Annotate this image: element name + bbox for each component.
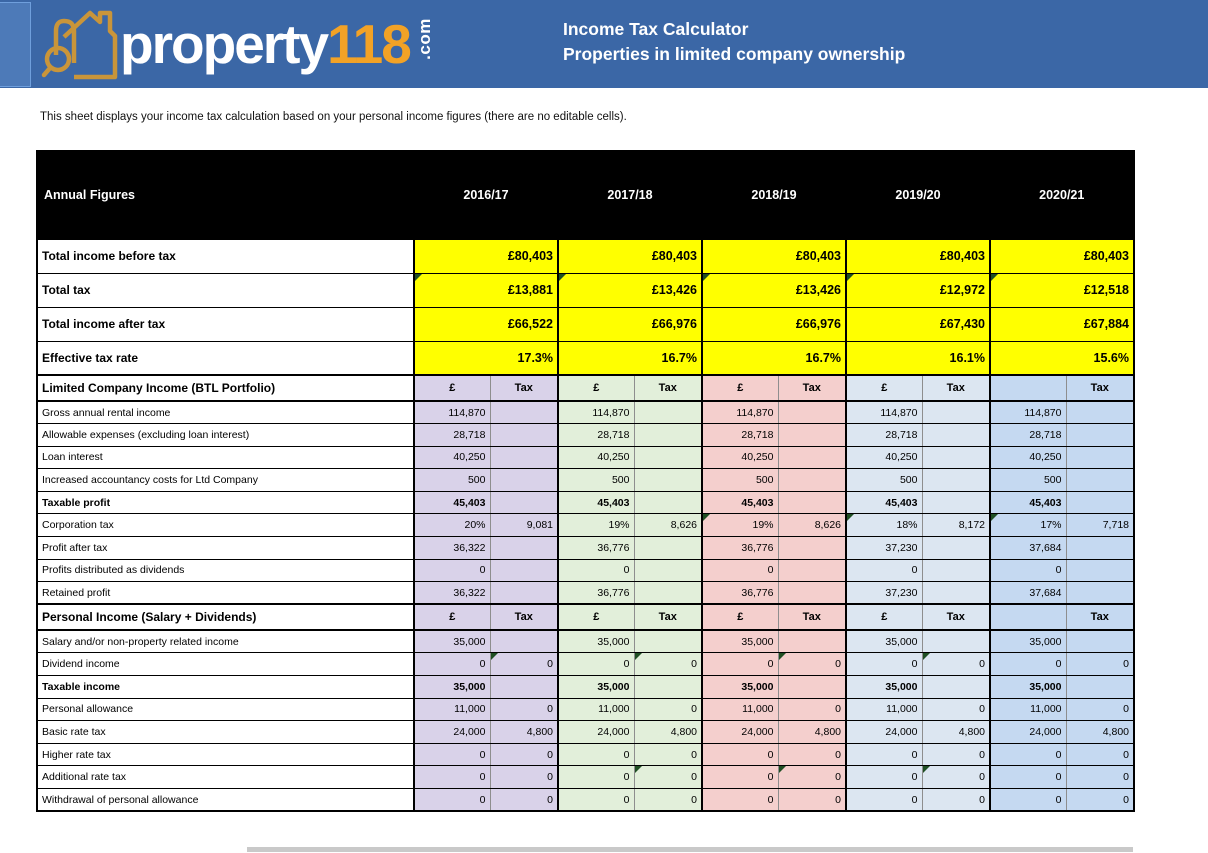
data-row bbox=[37, 766, 1134, 789]
data-row bbox=[37, 401, 1134, 424]
tax-value-cell[interactable] bbox=[634, 630, 702, 653]
year-header-2016-17[interactable]: 2016/17 bbox=[414, 151, 558, 239]
tax-value-cell[interactable] bbox=[490, 491, 558, 514]
sheet-title-line2: Properties in limited company ownership bbox=[563, 44, 906, 65]
comment-marker-icon bbox=[635, 766, 642, 773]
tax-value-cell[interactable] bbox=[922, 446, 990, 469]
summary-value-cell[interactable]: £66,522 bbox=[414, 307, 558, 341]
sheet-description: This sheet displays your income tax calculation based on your personal income figures (there are no editable cells). bbox=[40, 111, 627, 123]
tax-value-cell[interactable] bbox=[1066, 559, 1134, 582]
annual-figures-label[interactable]: Annual Figures bbox=[37, 151, 414, 239]
subheader-tax-cell[interactable]: Tax bbox=[1066, 604, 1134, 630]
value-cell[interactable]: 19% bbox=[558, 514, 634, 537]
value-cell[interactable]: 18% bbox=[846, 514, 922, 537]
value-cell[interactable]: 28,718 bbox=[990, 424, 1066, 447]
value-cell[interactable]: 40,250 bbox=[990, 446, 1066, 469]
tax-value-cell[interactable]: 8,626 bbox=[634, 514, 702, 537]
tax-value-cell[interactable] bbox=[778, 559, 846, 582]
tax-value-cell[interactable] bbox=[1066, 582, 1134, 605]
data-row bbox=[37, 446, 1134, 469]
data-row bbox=[37, 491, 1134, 514]
value-cell[interactable]: 28,718 bbox=[702, 424, 778, 447]
tax-value-cell[interactable]: 0 bbox=[778, 653, 846, 676]
tax-value-cell[interactable] bbox=[922, 676, 990, 699]
row-label[interactable]: Taxable profit bbox=[37, 491, 414, 514]
data-row bbox=[37, 676, 1134, 699]
subheader-pound-cell[interactable] bbox=[990, 375, 1066, 401]
subheader-pound-cell[interactable]: £ bbox=[414, 375, 490, 401]
tax-value-cell[interactable] bbox=[634, 401, 702, 424]
tax-value-cell[interactable]: 0 bbox=[490, 653, 558, 676]
tax-value-cell[interactable]: 4,800 bbox=[490, 721, 558, 744]
tax-value-cell[interactable] bbox=[922, 491, 990, 514]
value-cell[interactable]: 0 bbox=[702, 743, 778, 766]
value-cell[interactable]: 37,684 bbox=[990, 537, 1066, 560]
data-row bbox=[37, 559, 1134, 582]
logo-word-property: property bbox=[120, 12, 328, 75]
tax-value-cell[interactable] bbox=[778, 401, 846, 424]
value-cell[interactable]: 40,250 bbox=[846, 446, 922, 469]
value-cell[interactable]: 35,000 bbox=[702, 676, 778, 699]
tax-value-cell[interactable] bbox=[922, 582, 990, 605]
tax-value-cell[interactable]: 0 bbox=[1066, 789, 1134, 812]
tax-value-cell[interactable] bbox=[490, 676, 558, 699]
comment-marker-icon bbox=[779, 653, 786, 660]
data-row bbox=[37, 514, 1134, 537]
row-label[interactable]: Profit after tax bbox=[37, 537, 414, 560]
tax-value-cell[interactable]: 0 bbox=[634, 789, 702, 812]
section-header-row bbox=[37, 604, 1134, 630]
value-cell[interactable]: 24,000 bbox=[558, 721, 634, 744]
tax-value-cell[interactable] bbox=[634, 446, 702, 469]
subheader-pound-cell[interactable]: £ bbox=[558, 604, 634, 630]
tax-value-cell[interactable] bbox=[490, 469, 558, 492]
row-label[interactable]: Personal allowance bbox=[37, 698, 414, 721]
tax-value-cell[interactable] bbox=[634, 559, 702, 582]
subheader-tax-cell[interactable]: Tax bbox=[634, 375, 702, 401]
value-cell[interactable]: 11,000 bbox=[846, 698, 922, 721]
tax-value-cell[interactable]: 0 bbox=[490, 698, 558, 721]
subheader-tax-cell[interactable]: Tax bbox=[922, 375, 990, 401]
value-cell[interactable]: 37,230 bbox=[846, 537, 922, 560]
row-label[interactable]: Salary and/or non-property related income bbox=[37, 630, 414, 653]
subheader-pound-cell[interactable]: £ bbox=[702, 604, 778, 630]
tax-value-cell[interactable] bbox=[1066, 424, 1134, 447]
summary-value-cell[interactable]: £12,972 bbox=[846, 273, 990, 307]
summary-row bbox=[37, 239, 1134, 273]
value-cell[interactable]: 45,403 bbox=[846, 491, 922, 514]
value-cell[interactable]: 0 bbox=[846, 766, 922, 789]
value-cell[interactable]: 40,250 bbox=[558, 446, 634, 469]
summary-value-cell[interactable]: 16.7% bbox=[702, 341, 846, 375]
value-cell[interactable]: 17% bbox=[990, 514, 1066, 537]
summary-value-cell[interactable]: £80,403 bbox=[846, 239, 990, 273]
comment-marker-icon bbox=[847, 274, 854, 281]
summary-value-cell[interactable]: 16.7% bbox=[558, 341, 702, 375]
summary-value-cell[interactable]: £80,403 bbox=[414, 239, 558, 273]
tax-value-cell[interactable] bbox=[922, 537, 990, 560]
tax-value-cell[interactable] bbox=[1066, 446, 1134, 469]
comment-marker-icon bbox=[559, 274, 566, 281]
tax-value-cell[interactable]: 0 bbox=[1066, 698, 1134, 721]
year-header-2017-18[interactable]: 2017/18 bbox=[558, 151, 702, 239]
tax-value-cell[interactable]: 8,172 bbox=[922, 514, 990, 537]
summary-value-cell[interactable]: £67,430 bbox=[846, 307, 990, 341]
tax-value-cell[interactable] bbox=[1066, 630, 1134, 653]
value-cell[interactable]: 114,870 bbox=[846, 401, 922, 424]
value-cell[interactable]: 0 bbox=[558, 653, 634, 676]
value-cell[interactable]: 500 bbox=[702, 469, 778, 492]
sheet-table bbox=[36, 150, 1135, 812]
value-cell[interactable]: 0 bbox=[846, 559, 922, 582]
value-cell[interactable]: 35,000 bbox=[846, 630, 922, 653]
summary-value-cell[interactable]: 16.1% bbox=[846, 341, 990, 375]
row-label[interactable]: Retained profit bbox=[37, 582, 414, 605]
summary-row bbox=[37, 273, 1134, 307]
value-cell[interactable]: 0 bbox=[990, 743, 1066, 766]
tax-value-cell[interactable] bbox=[490, 537, 558, 560]
tax-value-cell[interactable] bbox=[490, 582, 558, 605]
subheader-tax-cell[interactable]: Tax bbox=[922, 604, 990, 630]
tax-value-cell[interactable]: 7,718 bbox=[1066, 514, 1134, 537]
value-cell[interactable]: 35,000 bbox=[414, 630, 490, 653]
value-cell[interactable]: 36,776 bbox=[558, 582, 634, 605]
row-label[interactable]: Taxable income bbox=[37, 676, 414, 699]
tax-value-cell[interactable] bbox=[922, 559, 990, 582]
summary-row bbox=[37, 341, 1134, 375]
row-label[interactable]: Allowable expenses (excluding loan interest) bbox=[37, 424, 414, 447]
summary-value-cell[interactable]: £13,426 bbox=[702, 273, 846, 307]
comment-marker-icon bbox=[415, 274, 422, 281]
subheader-tax-cell[interactable]: Tax bbox=[634, 604, 702, 630]
tax-value-cell[interactable]: 0 bbox=[634, 653, 702, 676]
tax-value-cell[interactable]: 0 bbox=[778, 743, 846, 766]
tax-value-cell[interactable] bbox=[922, 401, 990, 424]
value-cell[interactable]: 114,870 bbox=[990, 401, 1066, 424]
value-cell[interactable]: 19% bbox=[702, 514, 778, 537]
tax-value-cell[interactable]: 0 bbox=[922, 698, 990, 721]
summary-value-cell[interactable]: £67,884 bbox=[990, 307, 1134, 341]
comment-marker-icon bbox=[923, 766, 930, 773]
tax-value-cell[interactable]: 0 bbox=[922, 789, 990, 812]
tax-value-cell[interactable]: 0 bbox=[778, 789, 846, 812]
value-cell[interactable]: 500 bbox=[558, 469, 634, 492]
tax-value-cell[interactable] bbox=[634, 491, 702, 514]
value-cell[interactable]: 114,870 bbox=[558, 401, 634, 424]
value-cell[interactable]: 35,000 bbox=[702, 630, 778, 653]
value-cell[interactable]: 0 bbox=[414, 743, 490, 766]
row-label[interactable]: Additional rate tax bbox=[37, 766, 414, 789]
tax-value-cell[interactable] bbox=[490, 401, 558, 424]
tax-value-cell[interactable] bbox=[778, 582, 846, 605]
year-header-2019-20[interactable]: 2019/20 bbox=[846, 151, 990, 239]
tax-value-cell[interactable] bbox=[490, 424, 558, 447]
summary-value-cell[interactable]: £13,881 bbox=[414, 273, 558, 307]
tax-value-cell[interactable]: 9,081 bbox=[490, 514, 558, 537]
summary-row bbox=[37, 307, 1134, 341]
tax-value-cell[interactable]: 0 bbox=[490, 743, 558, 766]
value-cell[interactable]: 11,000 bbox=[990, 698, 1066, 721]
tax-value-cell[interactable] bbox=[778, 446, 846, 469]
tax-value-cell[interactable] bbox=[634, 424, 702, 447]
subheader-tax-cell[interactable]: Tax bbox=[490, 375, 558, 401]
comment-marker-icon bbox=[923, 653, 930, 660]
value-cell[interactable]: 0 bbox=[846, 743, 922, 766]
summary-value-cell[interactable]: £80,403 bbox=[702, 239, 846, 273]
value-cell[interactable]: 0 bbox=[990, 559, 1066, 582]
value-cell[interactable]: 0 bbox=[558, 789, 634, 812]
value-cell[interactable]: 0 bbox=[414, 559, 490, 582]
value-cell[interactable]: 45,403 bbox=[990, 491, 1066, 514]
value-cell[interactable]: 28,718 bbox=[846, 424, 922, 447]
value-cell[interactable]: 0 bbox=[702, 789, 778, 812]
row-label[interactable]: Gross annual rental income bbox=[37, 401, 414, 424]
value-cell[interactable]: 24,000 bbox=[990, 721, 1066, 744]
summary-value-cell[interactable]: £13,426 bbox=[558, 273, 702, 307]
house-magnifier-icon bbox=[34, 3, 118, 86]
tax-value-cell[interactable]: 0 bbox=[634, 743, 702, 766]
value-cell[interactable]: 45,403 bbox=[702, 491, 778, 514]
comment-marker-icon bbox=[635, 653, 642, 660]
tax-value-cell[interactable] bbox=[1066, 469, 1134, 492]
value-cell[interactable]: 500 bbox=[990, 469, 1066, 492]
tax-value-cell[interactable]: 0 bbox=[1066, 653, 1134, 676]
value-cell[interactable]: 37,684 bbox=[990, 582, 1066, 605]
comment-marker-icon bbox=[847, 514, 854, 521]
data-row bbox=[37, 721, 1134, 744]
value-cell[interactable]: 36,776 bbox=[702, 582, 778, 605]
tax-value-cell[interactable]: 8,626 bbox=[778, 514, 846, 537]
row-label[interactable]: Corporation tax bbox=[37, 514, 414, 537]
row-label[interactable]: Loan interest bbox=[37, 446, 414, 469]
tax-value-cell[interactable] bbox=[490, 559, 558, 582]
table-header-row bbox=[37, 151, 1134, 239]
tax-value-cell[interactable] bbox=[1066, 676, 1134, 699]
value-cell[interactable]: 35,000 bbox=[558, 630, 634, 653]
tax-value-cell[interactable]: 4,800 bbox=[778, 721, 846, 744]
subheader-tax-cell[interactable]: Tax bbox=[778, 375, 846, 401]
value-cell[interactable]: 11,000 bbox=[702, 698, 778, 721]
value-cell[interactable]: 24,000 bbox=[414, 721, 490, 744]
value-cell[interactable]: 37,230 bbox=[846, 582, 922, 605]
row-label[interactable]: Profits distributed as dividends bbox=[37, 559, 414, 582]
value-cell[interactable]: 0 bbox=[558, 766, 634, 789]
subheader-pound-cell[interactable]: £ bbox=[846, 375, 922, 401]
value-cell[interactable]: 36,776 bbox=[558, 537, 634, 560]
subheader-tax-cell[interactable]: Tax bbox=[1066, 375, 1134, 401]
tax-value-cell[interactable]: 0 bbox=[634, 698, 702, 721]
value-cell[interactable]: 0 bbox=[702, 653, 778, 676]
comment-marker-icon bbox=[991, 514, 998, 521]
tax-value-cell[interactable]: 0 bbox=[634, 766, 702, 789]
value-cell[interactable]: 45,403 bbox=[558, 491, 634, 514]
data-row bbox=[37, 789, 1134, 812]
summary-row-label[interactable]: Effective tax rate bbox=[37, 341, 414, 375]
tax-value-cell[interactable] bbox=[634, 582, 702, 605]
subheader-pound-cell[interactable]: £ bbox=[414, 604, 490, 630]
tax-value-cell[interactable] bbox=[778, 537, 846, 560]
value-cell[interactable]: 0 bbox=[846, 789, 922, 812]
tax-value-cell[interactable]: 4,800 bbox=[922, 721, 990, 744]
value-cell[interactable]: 35,000 bbox=[846, 676, 922, 699]
value-cell[interactable]: 35,000 bbox=[990, 630, 1066, 653]
value-cell[interactable]: 40,250 bbox=[414, 446, 490, 469]
tax-value-cell[interactable] bbox=[1066, 537, 1134, 560]
comment-marker-icon bbox=[991, 274, 998, 281]
value-cell[interactable]: 0 bbox=[990, 766, 1066, 789]
comment-marker-icon bbox=[779, 766, 786, 773]
value-cell[interactable]: 500 bbox=[414, 469, 490, 492]
value-cell[interactable]: 0 bbox=[702, 766, 778, 789]
comment-marker-icon bbox=[491, 653, 498, 660]
value-cell[interactable]: 0 bbox=[990, 653, 1066, 676]
tax-value-cell[interactable]: 0 bbox=[778, 766, 846, 789]
tax-value-cell[interactable]: 0 bbox=[922, 743, 990, 766]
value-cell[interactable]: 0 bbox=[558, 743, 634, 766]
value-cell[interactable]: 0 bbox=[846, 653, 922, 676]
tax-value-cell[interactable]: 0 bbox=[922, 766, 990, 789]
summary-row-label[interactable]: Total income before tax bbox=[37, 239, 414, 273]
tax-value-cell[interactable] bbox=[634, 469, 702, 492]
tax-value-cell[interactable] bbox=[778, 469, 846, 492]
value-cell[interactable]: 28,718 bbox=[414, 424, 490, 447]
value-cell[interactable]: 35,000 bbox=[558, 676, 634, 699]
year-header-2018-19[interactable]: 2018/19 bbox=[702, 151, 846, 239]
data-row bbox=[37, 743, 1134, 766]
row-label[interactable]: Increased accountancy costs for Ltd Company bbox=[37, 469, 414, 492]
section-title[interactable]: Personal Income (Salary + Dividends) bbox=[37, 604, 414, 630]
sheet-title bbox=[563, 17, 905, 68]
summary-value-cell[interactable]: 17.3% bbox=[414, 341, 558, 375]
selected-cell-highlight bbox=[0, 2, 31, 87]
value-cell[interactable]: 35,000 bbox=[414, 676, 490, 699]
summary-value-cell[interactable]: £66,976 bbox=[702, 307, 846, 341]
data-row bbox=[37, 653, 1134, 676]
property118-logo bbox=[34, 4, 446, 84]
value-cell[interactable]: 24,000 bbox=[702, 721, 778, 744]
comment-marker-icon bbox=[703, 514, 710, 521]
tax-value-cell[interactable]: 4,800 bbox=[634, 721, 702, 744]
data-row bbox=[37, 698, 1134, 721]
data-row bbox=[37, 630, 1134, 653]
summary-value-cell[interactable]: £66,976 bbox=[558, 307, 702, 341]
tax-value-cell[interactable] bbox=[922, 469, 990, 492]
section-title[interactable]: Limited Company Income (BTL Portfolio) bbox=[37, 375, 414, 401]
subheader-pound-cell[interactable]: £ bbox=[846, 604, 922, 630]
tax-value-cell[interactable]: 0 bbox=[490, 789, 558, 812]
summary-value-cell[interactable]: £80,403 bbox=[558, 239, 702, 273]
value-cell[interactable]: 0 bbox=[702, 559, 778, 582]
section-header-row bbox=[37, 375, 1134, 401]
value-cell[interactable]: 0 bbox=[414, 766, 490, 789]
tax-value-cell[interactable] bbox=[778, 676, 846, 699]
row-label[interactable]: Basic rate tax bbox=[37, 721, 414, 744]
tax-value-cell[interactable] bbox=[778, 424, 846, 447]
tax-value-cell[interactable] bbox=[778, 630, 846, 653]
value-cell[interactable]: 114,870 bbox=[414, 401, 490, 424]
sheet-title-line1: Income Tax Calculator bbox=[563, 19, 749, 39]
row-label[interactable]: Higher rate tax bbox=[37, 743, 414, 766]
value-cell[interactable]: 20% bbox=[414, 514, 490, 537]
tax-value-cell[interactable] bbox=[1066, 401, 1134, 424]
tax-value-cell[interactable] bbox=[634, 676, 702, 699]
tax-value-cell[interactable]: 0 bbox=[490, 766, 558, 789]
data-row bbox=[37, 537, 1134, 560]
summary-value-cell[interactable]: 15.6% bbox=[990, 341, 1134, 375]
tax-value-cell[interactable] bbox=[490, 446, 558, 469]
value-cell[interactable]: 35,000 bbox=[990, 676, 1066, 699]
tax-value-cell[interactable] bbox=[1066, 491, 1134, 514]
tax-value-cell[interactable] bbox=[778, 491, 846, 514]
tax-value-cell[interactable]: 4,800 bbox=[1066, 721, 1134, 744]
value-cell[interactable]: 11,000 bbox=[558, 698, 634, 721]
value-cell[interactable]: 0 bbox=[558, 559, 634, 582]
data-row bbox=[37, 582, 1134, 605]
value-cell[interactable]: 500 bbox=[846, 469, 922, 492]
value-cell[interactable]: 36,322 bbox=[414, 537, 490, 560]
value-cell[interactable]: 36,322 bbox=[414, 582, 490, 605]
value-cell[interactable]: 24,000 bbox=[846, 721, 922, 744]
tax-value-cell[interactable] bbox=[922, 424, 990, 447]
row-label[interactable]: Dividend income bbox=[37, 653, 414, 676]
value-cell[interactable]: 40,250 bbox=[702, 446, 778, 469]
summary-value-cell[interactable]: £80,403 bbox=[990, 239, 1134, 273]
year-header-2020-21[interactable]: 2020/21 bbox=[990, 151, 1134, 239]
value-cell[interactable]: 11,000 bbox=[414, 698, 490, 721]
tax-value-cell[interactable] bbox=[490, 630, 558, 653]
data-row bbox=[37, 469, 1134, 492]
value-cell[interactable]: 114,870 bbox=[702, 401, 778, 424]
value-cell[interactable]: 36,776 bbox=[702, 537, 778, 560]
value-cell[interactable]: 0 bbox=[414, 789, 490, 812]
summary-row-label[interactable]: Total tax bbox=[37, 273, 414, 307]
subheader-tax-cell[interactable]: Tax bbox=[490, 604, 558, 630]
logo-word-118: 118 bbox=[327, 12, 410, 75]
data-row bbox=[37, 424, 1134, 447]
tax-value-cell[interactable]: 0 bbox=[1066, 766, 1134, 789]
value-cell[interactable]: 28,718 bbox=[558, 424, 634, 447]
value-cell[interactable]: 0 bbox=[990, 789, 1066, 812]
tax-value-cell[interactable]: 0 bbox=[1066, 743, 1134, 766]
value-cell[interactable]: 0 bbox=[414, 653, 490, 676]
partial-next-row bbox=[247, 847, 1133, 852]
logo-word-com: .com bbox=[414, 18, 434, 60]
subheader-pound-cell[interactable] bbox=[990, 604, 1066, 630]
tax-value-cell[interactable]: 0 bbox=[922, 653, 990, 676]
comment-marker-icon bbox=[703, 274, 710, 281]
summary-value-cell[interactable]: £12,518 bbox=[990, 273, 1134, 307]
value-cell[interactable]: 45,403 bbox=[414, 491, 490, 514]
subheader-tax-cell[interactable]: Tax bbox=[778, 604, 846, 630]
subheader-pound-cell[interactable]: £ bbox=[558, 375, 634, 401]
tax-value-cell[interactable] bbox=[922, 630, 990, 653]
tax-value-cell[interactable]: 0 bbox=[778, 698, 846, 721]
row-label[interactable]: Withdrawal of personal allowance bbox=[37, 789, 414, 812]
summary-row-label[interactable]: Total income after tax bbox=[37, 307, 414, 341]
tax-value-cell[interactable] bbox=[634, 537, 702, 560]
subheader-pound-cell[interactable]: £ bbox=[702, 375, 778, 401]
app-header-banner bbox=[0, 0, 1208, 88]
